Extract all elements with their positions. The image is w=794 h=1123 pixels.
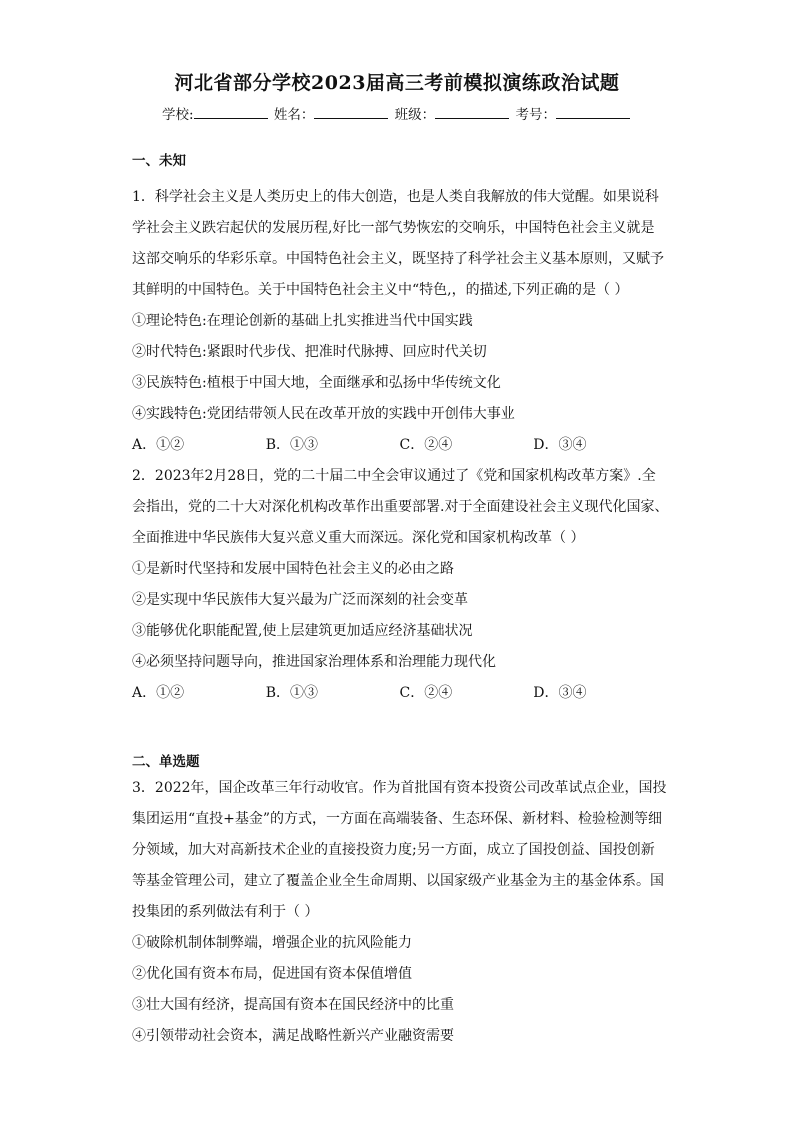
question-text-line: 学社会主义跌宕起伏的发展历程,好比一部气势恢宏的交响乐，中国特色社会主义就是 xyxy=(132,220,655,236)
choice-a[interactable]: A．①② xyxy=(132,685,185,701)
section-title: 一、未知 xyxy=(132,153,186,169)
page-title: 河北省部分学校2023届高三考前模拟演练政治试题 xyxy=(174,72,620,94)
class-blank[interactable] xyxy=(435,106,509,119)
question-text-line: 分领域，加大对高新技术企业的直接投资力度;另一方面，成立了国投创益、国投创新 xyxy=(132,842,655,858)
question-2 xyxy=(132,461,667,709)
statement: ④引领带动社会资本，满足战略性新兴产业融资需要 xyxy=(132,1028,454,1044)
question-text-line: 1．科学社会主义是人类历史上的伟大创造，也是人类自我解放的伟大觉醒。如果说科 xyxy=(132,189,659,205)
question-text-line: 2．2023年2月28日，党的二十届二中全会审议通过了《党和国家机构改革方案》.全 xyxy=(132,468,656,484)
choice-b[interactable]: B．①③ xyxy=(265,685,319,701)
statement: ③能够优化职能配置,使上层建筑更加适应经济基础状况 xyxy=(132,623,473,639)
exam-number-label: 考号： xyxy=(515,107,556,123)
answer-choices xyxy=(132,678,667,709)
student-info-line xyxy=(0,103,794,123)
question-1 xyxy=(132,182,667,461)
choice-c[interactable]: C．②④ xyxy=(399,437,453,453)
school-blank[interactable] xyxy=(194,106,268,119)
school-label: 学校: xyxy=(162,107,194,123)
question-text-line: 集团运用“直投+基金”的方式，一方面在高端装备、生态环保、新材料、检验检测等细 xyxy=(132,811,663,827)
question-text-line: 投集团的系列做法有利于（ ） xyxy=(132,904,319,920)
section-title: 二、单选题 xyxy=(132,754,200,770)
question-text-line: 会指出，党的二十大对深化机构改革作出重要部署.对于全面建设社会主义现代化国家、 xyxy=(132,499,669,515)
choice-d[interactable]: D．③④ xyxy=(533,437,587,453)
question-text-line: 全面推进中华民族伟大复兴意义重大而深远。深化党和国家机构改革（ ） xyxy=(132,530,585,546)
class-label: 班级： xyxy=(394,107,436,123)
question-text-line: 3．2022年，国企改革三年行动收官。作为首批国有资本投资公司改革试点企业，国投 xyxy=(132,780,667,796)
answer-choices xyxy=(132,430,667,461)
name-label: 姓名： xyxy=(273,107,315,123)
statement: ③壮大国有经济，提高国有资本在国民经济中的比重 xyxy=(132,997,454,1013)
statement: ②优化国有资本布局，促进国有资本保值增值 xyxy=(132,966,412,982)
exam-number-blank[interactable] xyxy=(556,106,630,119)
statement: ③民族特色:植根于中国大地，全面继承和弘扬中华传统文化 xyxy=(132,375,501,391)
exam-content xyxy=(132,150,667,1052)
statement: ②是实现中华民族伟大复兴最为广泛而深刻的社会变革 xyxy=(132,592,468,608)
name-blank[interactable] xyxy=(314,106,388,119)
question-text-line: 等基金管理公司，建立了覆盖企业全生命周期、以国家级产业基金为主的基金体系。国 xyxy=(132,873,664,889)
statement: ④实践特色:党团结带领人民在改革开放的实践中开创伟大事业 xyxy=(132,406,515,422)
question-text-line: 这部交响乐的华彩乐章。中国特色社会主义，既坚持了科学社会主义基本原则，又赋予 xyxy=(132,251,664,267)
statement: ②时代特色:紧跟时代步伐、把准时代脉搏、回应时代关切 xyxy=(132,344,487,360)
choice-a[interactable]: A．①② xyxy=(132,437,185,453)
choice-c[interactable]: C．②④ xyxy=(399,685,453,701)
statement: ①破除机制体制弊端，增强企业的抗风险能力 xyxy=(132,935,412,951)
choice-d[interactable]: D．③④ xyxy=(533,685,587,701)
question-text-line: 其鲜明的中国特色。关于中国特色社会主义中“特色,，的描述,下列正确的是（ ） xyxy=(132,282,629,298)
statement: ①理论特色:在理论创新的基础上扎实推进当代中国实践 xyxy=(132,313,473,329)
statement: ①是新时代坚持和发展中国特色社会主义的必由之路 xyxy=(132,561,454,577)
choice-b[interactable]: B．①③ xyxy=(265,437,319,453)
statement: ④必须坚持问题导向，推进国家治理体系和治理能力现代化 xyxy=(132,654,496,670)
question-3 xyxy=(132,773,667,1052)
